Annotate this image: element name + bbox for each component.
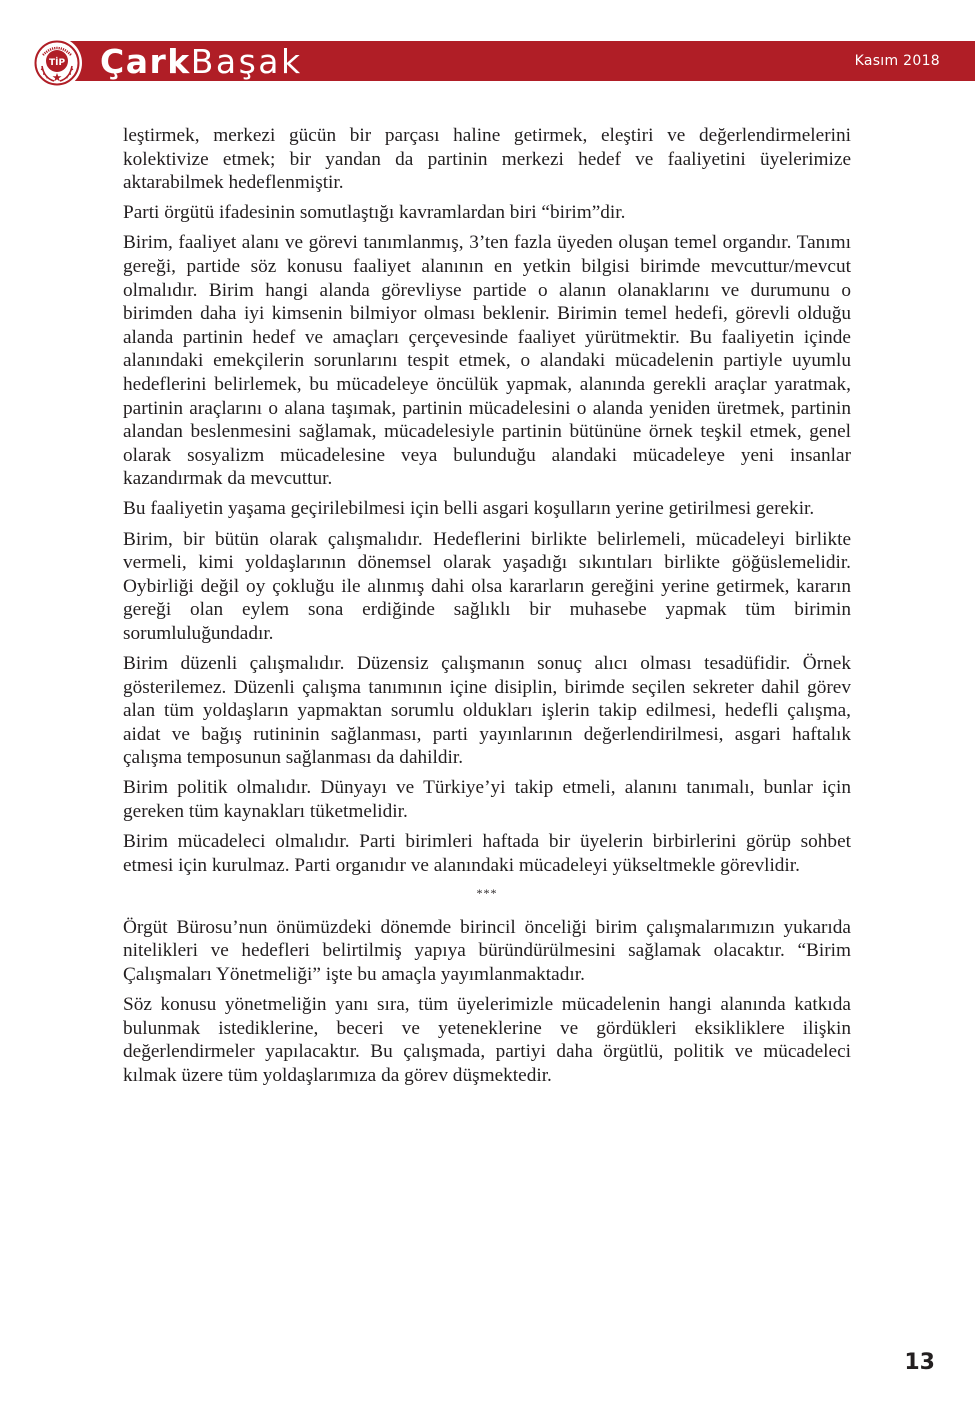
paragraph: leştirmek, merkezi gücün bir parçası haline getirmek, eleştiri ve değerlendirmelerini kolektivize etmek; bir yandan da partinin merkezi hedef ve faaliyetini üyelerimize aktarabilmek hedeflenmiştir. <box>123 125 851 194</box>
section-separator: *** <box>476 885 498 900</box>
magazine-title <box>100 39 303 83</box>
paragraph: Bu faaliyetin yaşama geçirilebilmesi için belli asgari koşulların yerine getirilmesi gerekir. <box>123 498 815 520</box>
page-number: 13 <box>904 1350 935 1375</box>
brand-cark: Çark <box>100 41 191 81</box>
tip-party-logo-icon <box>34 40 80 86</box>
brand-basak: Başak <box>190 41 303 81</box>
paragraph: Parti örgütü ifadesinin somutlaştığı kavramlardan biri “birim”dir. <box>123 202 626 224</box>
paragraph: Birim, bir bütün olarak çalışmalıdır. Hedeflerini birlikte belirlemeli, mücadeleyi birlikte vermeli, kimi yoldaşlarının dönemsel olarak yaşadığı sıkıntıları birlikte göğüslemelidir. Oybirliği değil oy çokluğu ile alınmış dahi olsa kararların gereğini yerine getirmek, kararın gereği olan eylem sona erdiğinde sağlıklı bir muhasebe yapmak tüm birimin sorumluluğundadır. <box>123 528 851 644</box>
paragraph: Birim, faaliyet alanı ve görevi tanımlanmış, 3’ten fazla üyeden oluşan temel organdır. Tanımı gereği, partide söz konusu faaliyet alanının en yetkin bilgisi birimde mevcuttur/mevcut olmalıdır. Birim hangi alanda görevliyse partide o alanın olanaklarını ve durumunu o birimden daha iyi kimsenin bilmiyor olması beklenir. Birimin temel hedefi, görevli olduğu alanda partinin hedef ve amaçları çerçevesinde faaliyet yürütmektir. Bu faaliyetin içinde alanındaki emekçilerin sorunlarını tespit etmek, o alandaki mücadelenin partiyle uyumlu hedeflerini belirlemek, bu mücadeleye öncülük yapmak, alanında gerekli araçlar yaratmak, partinin araçlarını o alana taşımak, partinin mücadelesini o alanda yeniden üretmek, partinin alandan beslenmesini sağlamak, mücadelesiyle partinin bütününe örnek teşkil etmek, genel olarak sosyalizm mücadelesine veya bulunduğu alandaki mücadeleye yeni insanlar kazandırmak da mevcuttur. <box>123 232 851 490</box>
paragraph: Söz konusu yönetmeliğin yanı sıra, tüm üyelerimizle mücadelenin hangi alanında katkıda bulunmak istediklerine, beceri ve yeteneklerine ve gördükleri eksikliklere ilişkin değerlendirmeler yapılacaktır. Bu çalışmada, partiyi daha örgütlü, politik ve mücadeleci kılmak üzere tüm yoldaşlarımıza da görev düşmektedir. <box>123 994 851 1086</box>
paragraph: Birim mücadeleci olmalıdır. Parti birimleri haftada bir üyelerin birbirlerini görüp sohbet etmesi için kurulmaz. Parti organıdır ve alanındaki mücadeleyi yükseltmekle görevlidir. <box>123 831 851 876</box>
article-body <box>123 124 851 1094</box>
svg-text:TİP: TİP <box>48 58 66 68</box>
issue-date: Kasım 2018 <box>854 53 940 69</box>
paragraph: Örgüt Bürosu’nun önümüzdeki dönemde birincil önceliği birim çalışmalarımızın yukarıda nitelikleri ve hedefleri belirtilmiş yapıya büründürülmesini sağlamak olacaktır. “Birim Çalışmaları Yönetmeliği” işte bu amaçla yayımlanmaktadır. <box>123 916 851 985</box>
paragraph: Birim politik olmalıdır. Dünyayı ve Türkiye’yi takip etmeli, alanını tanımalı, bunlar için gereken tüm kaynakları tüketmelidir. <box>123 777 851 823</box>
paragraph: Birim düzenli çalışmalıdır. Düzensiz çalışmanın sonuç alıcı olması tesadüfidir. Örnek gösterilemez. Düzenli çalışma tanımının içine disiplin, birimde seçilen sekreter dahil görev alan tüm yoldaşların yapmaktan sorumlu oldukları işlerin takip edilmesi, hedefli çalışma, aidat ve bağış rutininin sağlanması, parti yayınlarının değerlendirilmesi, asgari haftalık çalışma temposunun sağlanması da dahildir. <box>123 652 851 769</box>
